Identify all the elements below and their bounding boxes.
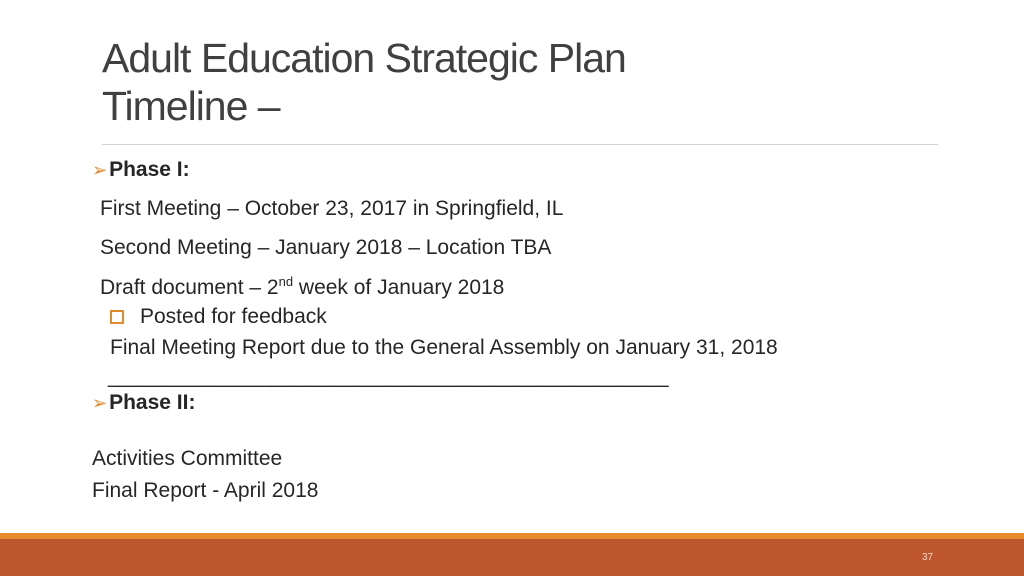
draft-document-text <box>100 275 504 301</box>
draft-suffix: week of January 2018 <box>293 276 505 299</box>
checkbox-bullet-icon <box>110 310 124 324</box>
slide-title <box>102 34 942 130</box>
arrow-bullet-icon: ➢ <box>92 393 108 413</box>
final-meeting-text: Final Meeting Report due to the General Assembly on January 31, 2018 <box>110 336 778 359</box>
title-line-1: Adult Education Strategic Plan <box>102 35 626 81</box>
final-report-text: Final Report - April 2018 <box>92 479 319 502</box>
footer-bar <box>0 539 1024 576</box>
arrow-bullet-icon: ➢ <box>92 160 108 180</box>
draft-superscript: nd <box>278 274 294 289</box>
first-meeting-text: First Meeting – October 23, 2017 in Springfield, IL <box>100 197 564 220</box>
phase-1-heading <box>92 157 190 183</box>
page-number: 37 <box>922 552 934 563</box>
phase-2-heading <box>92 390 195 416</box>
separator-line: ________________________________________________ <box>108 365 669 388</box>
phase-1-label: Phase I: <box>109 158 190 181</box>
activities-committee-text: Activities Committee <box>92 447 283 470</box>
title-divider <box>102 144 938 145</box>
second-meeting-text: Second Meeting – January 2018 – Location TBA <box>100 236 552 259</box>
posted-feedback-text: Posted for feedback <box>140 305 327 328</box>
phase-2-label: Phase II: <box>109 391 196 414</box>
title-line-2: Timeline – <box>102 83 280 129</box>
draft-prefix: Draft document – 2 <box>100 276 279 299</box>
posted-feedback-item <box>110 304 327 330</box>
